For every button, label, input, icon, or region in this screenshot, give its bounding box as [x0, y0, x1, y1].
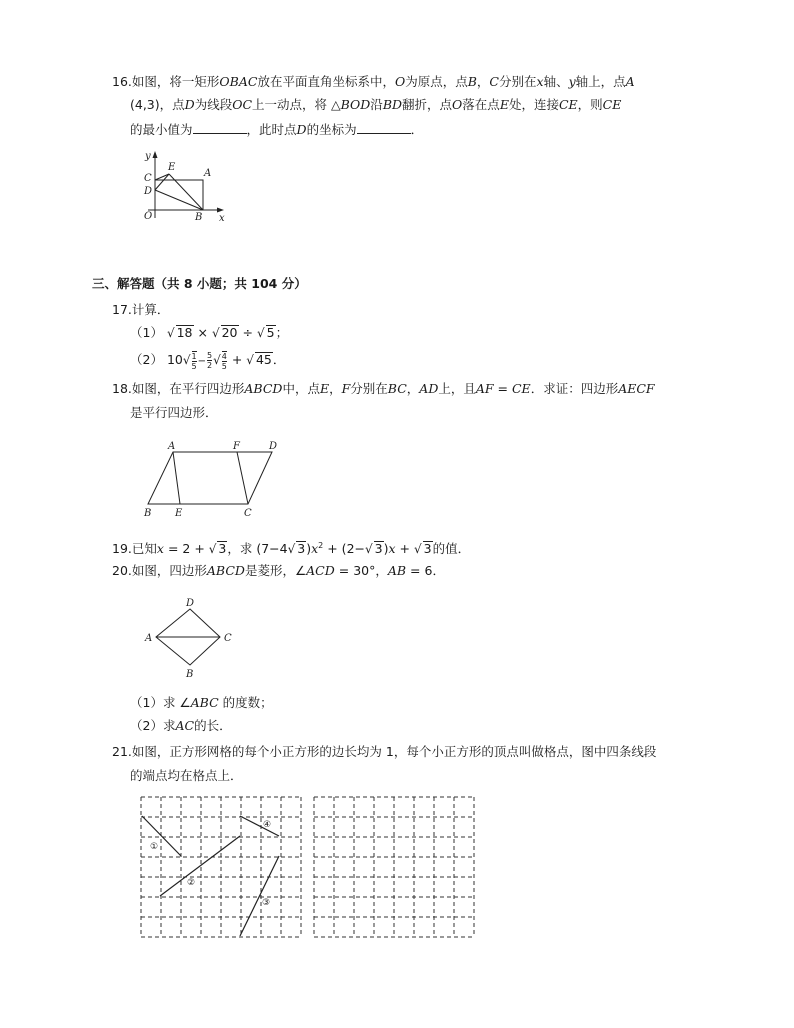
- q19-number: 19.: [112, 541, 132, 557]
- label-segment-3: ③: [262, 898, 271, 908]
- q16-line2: (4,3)，点D为线段OC上一动点，将 △BOD沿BD翻折，点O落在点E处，连接CE，则CE: [130, 97, 622, 112]
- label-a: A: [145, 633, 153, 644]
- segment-2: [160, 836, 240, 896]
- q21-line2: 的端点均在格点上．: [130, 768, 243, 783]
- segment-de: [155, 174, 169, 190]
- q17-stem: 17.计算．: [112, 302, 170, 317]
- q21-grid-right: [313, 796, 475, 938]
- segment-ae: [173, 452, 180, 504]
- y-axis-arrow: [153, 151, 158, 158]
- label-segment-1: ①: [150, 842, 159, 852]
- q20-part1: （1）求 ∠ABC 的度数；: [130, 695, 273, 710]
- segment-eb: [169, 174, 203, 210]
- grid-lines: [314, 797, 474, 937]
- label-o: O: [144, 211, 153, 222]
- answer-blank-2[interactable]: [357, 121, 411, 134]
- label-c: C: [244, 508, 252, 519]
- q21-grid-left: [140, 796, 302, 938]
- x-axis-arrow: [217, 208, 224, 213]
- q18-line2: 是平行四边形．: [130, 405, 218, 420]
- label-b: B: [195, 212, 203, 223]
- label-y: y: [145, 151, 151, 162]
- label-segment-4: ④: [263, 820, 272, 830]
- q17-number: 17.: [112, 302, 132, 317]
- grid-lines: [141, 797, 301, 937]
- label-a: A: [168, 441, 176, 452]
- q16-figure: [138, 148, 233, 224]
- q18-figure: [140, 438, 285, 520]
- label-b: B: [186, 669, 194, 680]
- label-segment-2: ②: [187, 878, 196, 888]
- label-x: x: [219, 213, 225, 224]
- q20-line: 20.如图，四边形ABCD是菱形，∠ACD = 30°，AB = 6．: [112, 563, 445, 578]
- label-d: D: [269, 441, 278, 452]
- q20-number: 20.: [112, 563, 132, 578]
- label-b: B: [144, 508, 152, 519]
- label-e: E: [175, 508, 183, 519]
- q16-line1: 16.如图，将一矩形OBAC放在平面直角坐标系中，O为原点，点B，C分别在x轴、y轴上，点A: [112, 74, 635, 89]
- q20-part2: （2）求AC的长．: [130, 718, 232, 733]
- label-a: A: [204, 168, 212, 179]
- q20-figure: [140, 595, 240, 680]
- segment-3: [240, 856, 279, 936]
- label-c: C: [224, 633, 232, 644]
- section-title: 三、解答题（共 8 小题；共 104 分）: [92, 276, 307, 291]
- label-c: C: [144, 173, 152, 184]
- q21-line1: 21.如图，正方形网格的每个小正方形的边长均为 1，每个小正方形的顶点叫做格点，图中四条线段: [112, 744, 657, 759]
- q16-line3: 的最小值为 ，此时点D的坐标为 ．: [130, 122, 424, 137]
- q17-part2: （2） 10√ $\frac{1}{5}$ − $\frac{5}{2}$ √ $\frac{4}{5}$ + √ 45．: [130, 351, 286, 371]
- label-e: E: [168, 162, 176, 173]
- segment-4: [240, 816, 279, 836]
- answer-blank-1[interactable]: [193, 121, 247, 134]
- parallelogram-abcd: [148, 452, 272, 504]
- q18-number: 18.: [112, 381, 132, 396]
- q19-line: 19.已知x = 2 + √ 3，求 (7−4√ $3)x^2 + (2-√$ 3)x + √ 3的值．: [112, 541, 471, 557]
- segment-fc: [237, 452, 248, 504]
- label-d: D: [144, 186, 153, 197]
- label-f: F: [233, 441, 240, 452]
- q21-number: 21.: [112, 744, 132, 759]
- q18-line1: 18.如图，在平行四边形ABCD中，点E，F分别在BC，AD上，且AF = CE．求证：四边形AECF: [112, 381, 655, 396]
- label-d: D: [186, 598, 195, 609]
- segment-bd: [155, 190, 203, 210]
- q17-part1: （1） √ 18 × √ 20 ÷ √ 5；: [130, 325, 289, 340]
- q16-number: 16.: [112, 74, 132, 89]
